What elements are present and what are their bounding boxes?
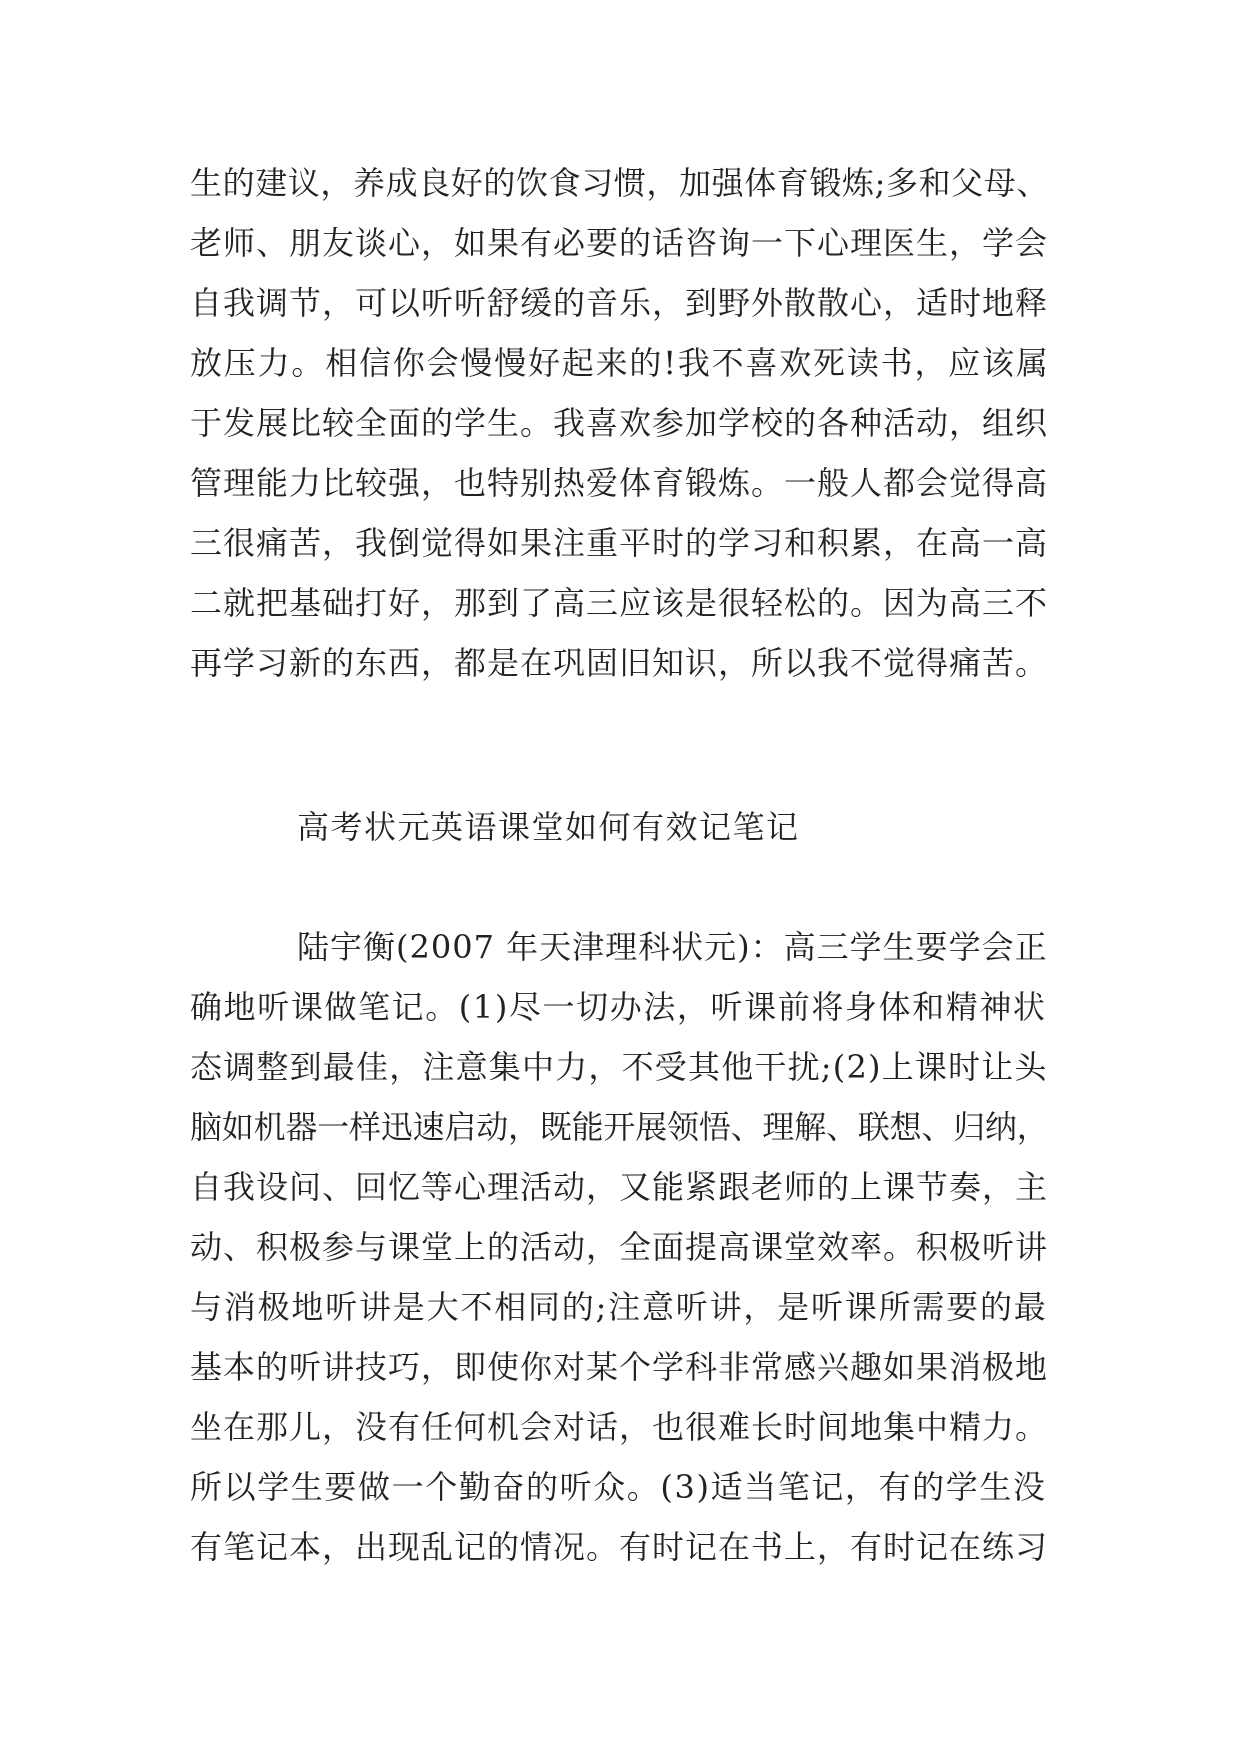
text-line: 脑如机器一样迅速启动，既能开展领悟、理解、联想、归纳， xyxy=(190,1108,1049,1146)
text-line: 二就把基础打好，那到了高三应该是很轻松的。因为高三不 xyxy=(190,584,1049,622)
text-line: 再学习新的东西，都是在巩固旧知识，所以我不觉得痛苦。 xyxy=(190,644,1049,682)
text-line: 于发展比较全面的学生。我喜欢参加学校的各种活动，组织 xyxy=(190,404,1049,442)
text-line: 所以学生要做一个勤奋的听众。(3)适当笔记，有的学生没 xyxy=(190,1468,1047,1506)
text-line: 与消极地听讲是大不相同的;注意听讲，是听课所需要的最 xyxy=(190,1288,1048,1326)
text-line: 有笔记本，出现乱记的情况。有时记在书上，有时记在练习 xyxy=(190,1528,1049,1566)
text-line: 老师、朋友谈心，如果有必要的话咨询一下心理医生，学会 xyxy=(190,224,1049,262)
text-line: 态调整到最佳，注意集中力，不受其他干扰;(2)上课时让头 xyxy=(190,1048,1048,1086)
text-line: 三很痛苦，我倒觉得如果注重平时的学习和积累，在高一高 xyxy=(190,524,1049,562)
text-line: 生的建议，养成良好的饮食习惯，加强体育锻炼;多和父母、 xyxy=(190,164,1049,202)
text-line: 自我调节，可以听听舒缓的音乐，到野外散散心，适时地释 xyxy=(190,284,1049,322)
text-line: 动、积极参与课堂上的活动，全面提高课堂效率。积极听讲 xyxy=(190,1228,1049,1266)
text-line: 坐在那儿，没有任何机会对话，也很难长时间地集中精力。 xyxy=(190,1408,1049,1446)
text-line: 放压力。相信你会慢慢好起来的!我不喜欢死读书，应该属 xyxy=(190,344,1050,382)
text-line: 自我设问、回忆等心理活动，又能紧跟老师的上课节奏，主 xyxy=(190,1168,1049,1206)
text-line: 管理能力比较强，也特别热爱体育锻炼。一般人都会觉得高 xyxy=(190,464,1049,502)
section-title: 高考状元英语课堂如何有效记笔记 xyxy=(297,808,800,846)
text-line: 陆宇衡(2007 年天津理科状元)：高三学生要学会正 xyxy=(297,928,1048,966)
text-line: 基本的听讲技巧，即使你对某个学科非常感兴趣如果消极地 xyxy=(190,1348,1049,1386)
text-line: 确地听课做笔记。(1)尽一切办法，听课前将身体和精神状 xyxy=(190,988,1047,1026)
